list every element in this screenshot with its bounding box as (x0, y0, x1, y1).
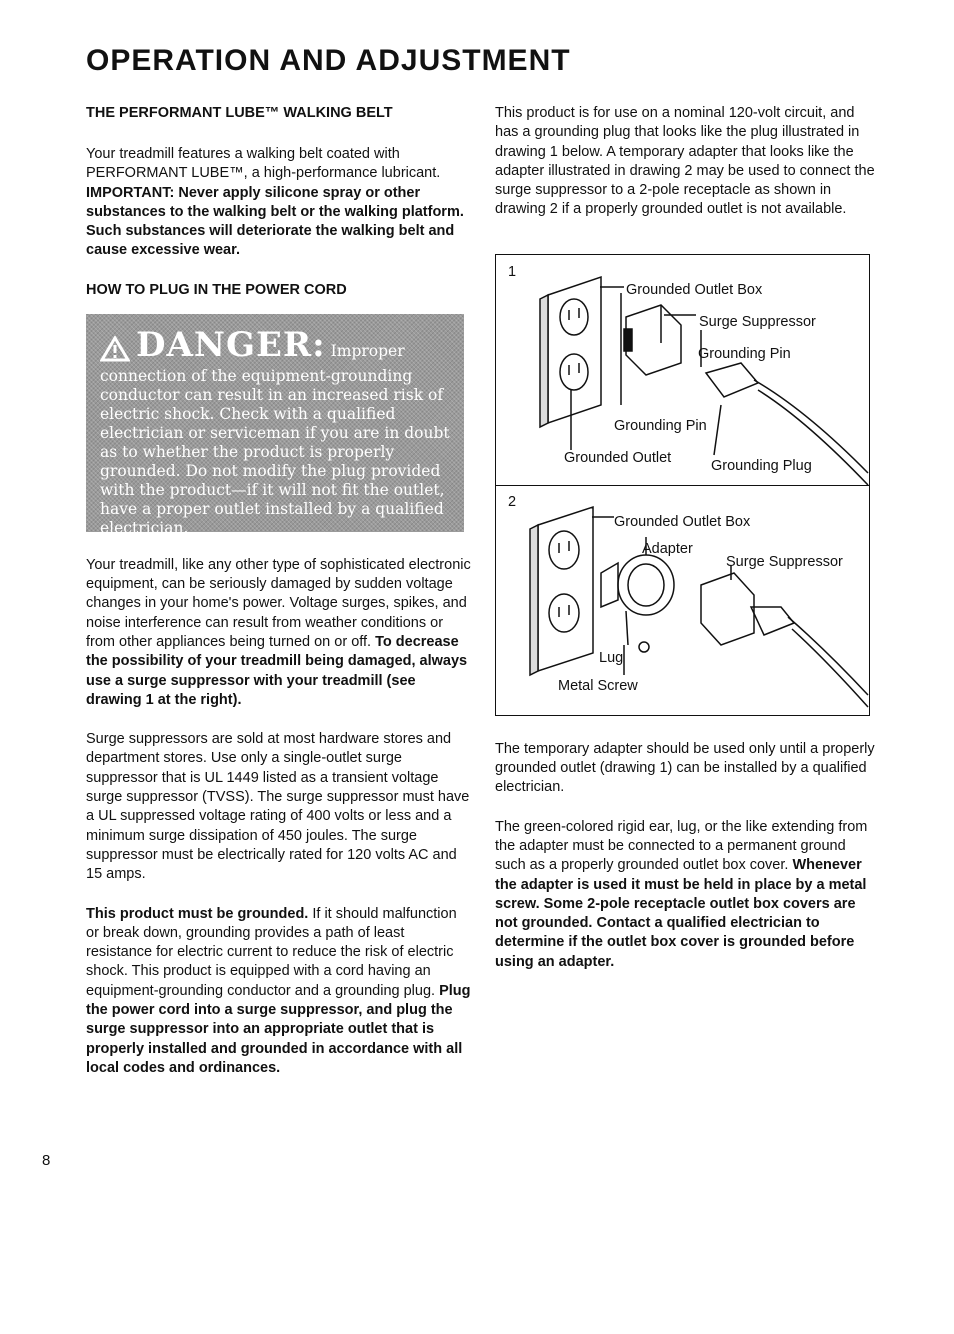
grounding-pin-bottom-label: Grounding Pin (614, 417, 707, 434)
page-title: OPERATION AND ADJUSTMENT (86, 44, 571, 77)
surge-suppressor-label-1: Surge Suppressor (699, 313, 816, 330)
lube-important: IMPORTANT: Never apply silicone spray or other substances to the walking belt or the walking platform. Such substances will deteriorate the walking belt and cause excessive wear. (86, 184, 464, 259)
grounded-outlet-box-label-1: Grounded Outlet Box (626, 281, 763, 298)
page-number: 8 (42, 1152, 51, 1169)
metal-screw-label: Metal Screw (558, 677, 638, 694)
grounding-paragraph (86, 905, 472, 1079)
adapter-label: Adapter (642, 540, 693, 557)
danger-box (86, 314, 464, 538)
grounding-bold-2: Plug the power cord into a surge suppressor, and plug the surge suppressor into an appropriate outlet that is properly installed and grounded in accordance with all local codes and ordinances. (86, 982, 471, 1076)
grounding-pin-top-label: Grounding Pin (698, 345, 791, 362)
surge-intro-bold: To decrease the possibility of your treadmill being damaged, always use a surge suppressor with your treadmill (see drawing 1 at the right). (86, 633, 468, 708)
surge-suppressor-paragraph: Surge suppressors are sold at most hardware stores and department stores. Use only a single-outlet surge suppressor that is UL 1449 listed as a transient voltage surge suppressor (TVSS). The surge suppressor must have a UL suppressed voltage rating of 400 volts or less and a minimum surge dissipation of 450 joules. The surge suppressor must be electrically rated for 120 volts AC and 15 amps. (86, 731, 470, 883)
drawings-figure (495, 254, 870, 716)
grounding-text: If it should malfunction or break down, grounding provides a path of least resistance for electric current to reduce the risk of electric shock. This product is equipped with a cord having an equipment-grounding conductor and a grounding plug. (86, 905, 457, 999)
danger-heading: DANGER: (136, 324, 326, 365)
lube-heading: THE PERFORMANT LUBE™ WALKING BELT (86, 105, 393, 121)
lug-bold-text: Whenever the adapter is used it must be held in place by a metal screw. Some 2-pole receptacle outlet box covers are not grounded. Contact a qualified electrician to determine if the outlet box cover is grounded before using an adapter. (495, 857, 867, 970)
surge-suppressor-label-2: Surge Suppressor (726, 553, 843, 570)
power-cord-heading: HOW TO PLUG IN THE POWER CORD (86, 281, 347, 298)
right-column (495, 104, 880, 972)
lube-paragraph: Your treadmill features a walking belt coated with PERFORMANT LUBE™, a high-performance lubricant. (86, 146, 441, 182)
lug-text: The green-colored rigid ear, lug, or the like extending from the adapter must be connected to a permanent ground such as a properly grounded outlet box cover. (495, 818, 868, 874)
surge-intro-text: Your treadmill, like any other type of sophisticated electronic equipment, can be seriously damaged by sudden voltage changes in your home's power. Voltage surges, spikes, and noise interference can result from weather conditions or from other appliances being turned on or off. (86, 556, 471, 650)
danger-text: Improper connection of the equipment-grounding conductor can result in an increased risk of electric shock. Check with a qualified electrician or serviceman if you are in doubt as to whether the product is properly grounded. Do not modify the plug provided with the product—if it will not fit the outlet, have a proper outlet installed by a qualified electrician. (100, 341, 450, 538)
lug-label: Lug (599, 649, 624, 666)
surge-intro-paragraph (86, 556, 472, 710)
left-column (86, 104, 472, 1078)
lug-paragraph (495, 818, 880, 972)
drawing-2-number: 2 (508, 493, 517, 510)
circuit-paragraph: This product is for use on a nominal 120-volt circuit, and has a grounding plug that looks like the plug illustrated in drawing 1 below. A temporary adapter that looks like the adapter illustrated in drawing 2 may be used to connect the surge suppressor to a 2-pole receptacle as shown in drawing 2 if a properly grounded outlet is not available. (495, 105, 875, 218)
temporary-adapter-paragraph: The temporary adapter should be used only until a properly grounded outlet (drawing 1) can be installed by a qualified electrician. (495, 740, 875, 796)
warning-triangle-icon (100, 336, 130, 367)
grounded-outlet-box-label-2: Grounded Outlet Box (614, 513, 751, 530)
grounding-plug-label: Grounding Plug (711, 457, 812, 474)
grounding-bold-1: This product must be grounded. (86, 905, 309, 922)
drawing-1-number: 1 (508, 263, 517, 280)
grounded-outlet-label: Grounded Outlet (564, 449, 672, 466)
